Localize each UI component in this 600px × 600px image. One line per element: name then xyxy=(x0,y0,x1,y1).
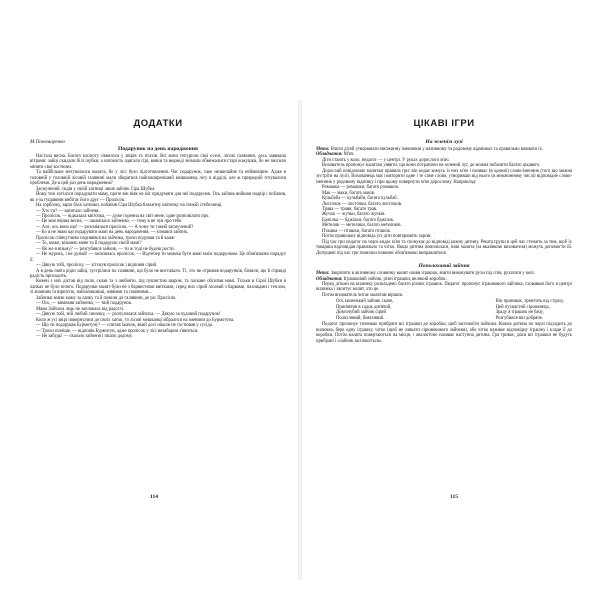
paragraph: Вихователь пропонує малятам уявити, що вони потрапили на зелений луг, де можна побачити багато цікавого. xyxy=(322,163,541,169)
author-name: М.Пономаренко xyxy=(30,139,66,145)
poem-line: Присвятив в садок дитячий, xyxy=(336,304,392,310)
paragraph: Потім правильну відповідь усі діти повторюють хором. xyxy=(322,234,432,240)
story-paragraph: Пролісок співчутливо подивився на зайчика, трохи подумав та й каже: xyxy=(36,235,176,241)
poem-column xyxy=(496,299,564,321)
word-pair: Жучок — жучки, багато жучків. xyxy=(322,212,386,218)
word-pair: Ромашка — ромашки, багато ромашок. xyxy=(322,185,400,191)
story-paragraph: А в день свята рідні зайці, зустрілися по галявині, що було не вистачало. Ті, хто не отримав подарунків, бачили, що й справді радість приходить. xyxy=(30,268,286,279)
paragraph: Дорослий повідомляє малятам правила гри: він кидає комусь із них м'яч і називає (в однині) слово-іменник (того що можна зустріти на лузі). Вихованець має повторити одне і те саме слово, утворивши від нього (в множинному числі) відповідне слово-іменник у родовому відмінку і при цьому повернути м'яч дорослому. Наприклад: xyxy=(316,168,572,185)
poem-line: Ось маленький зайчик скаче, xyxy=(336,299,394,305)
story-body xyxy=(30,154,286,339)
page-number: 115 xyxy=(450,494,459,500)
story-paragraph: — Ось, — вимовив зайченко, — твій подарунок. xyxy=(36,301,133,307)
poem-line: Полохливий, боязливий. xyxy=(336,315,385,321)
story-paragraph: — То, може, візьмеш мене та й подаруєш своїй мамі? xyxy=(36,241,142,247)
game-rules xyxy=(316,234,572,256)
story-paragraph: Кожен з них дістав від поля, склав та з любов'ю, під пушистим шаром, та ласкаво обсипав мамі. Тільки в Сірої Шубки в лапках не було нічого. Подарунки малят були не з барвистими квітками, серед них сірий лісовий з барвами, пахощами і теплом, зі знанням та вірністю, найзапашніші, живими та смачними... xyxy=(30,279,286,296)
game-title: Пополохавий зайчик xyxy=(418,263,470,270)
story-paragraph: — Трохи пізніше, — відповів Бурмотун, адже пролісок у лісі незабаром з'явиться. xyxy=(36,328,199,334)
story-paragraph: Йому теж хотілося порадувати маму, проте він ніяк не міг придумати для неї подарунок. Ось зайчик вийшов надвір і побачив, як з-за гущавини вибігає його друг — Пролісок. xyxy=(30,192,286,203)
paragraph: Потім вихователь читає малятам віршик: xyxy=(322,292,404,298)
poem-line: Зраду я іграшок не бачу, xyxy=(495,310,544,316)
story-paragraph: — Хто ти? — запитало зайченя. xyxy=(36,208,100,214)
story-paragraph: Мама Зайчиха ледь не заплакала від радості. xyxy=(36,306,125,312)
word-pair: Травa — трави, багато трав. xyxy=(322,206,378,212)
story-paragraph: Коли ж усі звірі повернулися до своїх хаток, то лісові мешканці зібралися на іменини до Бурмотуна. xyxy=(36,317,235,323)
poem-line: Розгубився він добряче. xyxy=(495,315,543,321)
word-pair: Кульбаба — кульбаби, багато кульбаб. xyxy=(322,196,398,202)
section-heading: ДОДАТКИ xyxy=(133,118,183,129)
page-number: 114 xyxy=(150,494,159,500)
game-description xyxy=(316,158,572,185)
story-paragraph: Зайчики взяли маму за лапку та й повели до галявини, де ріс Пролісок. xyxy=(36,295,177,301)
poem xyxy=(316,299,572,321)
story-paragraph: — Але, ось воно що! — розсміялася пролісок. — А чому ти такий засмучений? xyxy=(36,224,194,230)
story-paragraph: — Не забудь! — сказало зайченя і пішло додому. xyxy=(36,333,133,339)
story-paragraph: — Що ти подарував Бурмотуну? — спитав їжачок, який досі ніколи не гостював у сусіда. xyxy=(36,323,213,329)
game-equipment: Обладнання: М'яч. xyxy=(316,152,355,158)
story-title: Подарунок на день народження xyxy=(118,146,198,152)
paragraph: Діти стають у коло, педагог — у центрі. У руках дорослого м'яч. xyxy=(322,157,450,163)
story-paragraph: — Не журись, і не думай! — засміялась пролісок. — Відтепер ти можеш бути мамі моїм подарунком. Це обов'язково порадує її. xyxy=(30,252,286,263)
poem-line: Довгочубий зайчик сірий xyxy=(336,310,386,316)
story-paragraph: Та найбільше метушилися малята, бо у лісі було підготовлення. Час подарунок, таке незвичайне та неймовірне. Адже в головній у головній лісовій галявині мали збиратися найпоширеніший мешканець лісу в відділі, але ж природній готувалися проблеми. Де в цей раз день народження? xyxy=(30,170,286,187)
game-goal: Мета: Закріпити в активному словнику малят назви іграшок, вчити виконувати рухи під спів, рухатися у колі. xyxy=(316,271,535,277)
word-pair: Листочок — листочки, багато листочків. xyxy=(322,201,403,207)
word-pair: Мак — маки, багато маків. xyxy=(322,190,375,196)
story-paragraph: Засмучений, сидів у своїй хатинці лише зайчик Сіра Шубка. xyxy=(36,186,156,192)
paragraph: Перед дітьми на килимку розкладено багато різних іграшок. Педагог пропонує іграшкового зайчика, сховавши його в центрі килимка і запитує малят, хто це. xyxy=(316,281,572,293)
game-title: На зеленім лузі xyxy=(425,139,463,145)
right-page xyxy=(300,0,600,600)
game-description xyxy=(316,282,572,298)
poem-line: Він принишк, тремтить від страху, xyxy=(495,299,564,305)
word-pair: Пташка — пташки, багато пташок. xyxy=(322,228,392,234)
story-paragraph: На горбочку, зараз біля хатинки, побачив Сіра Шубка блакитну квіточку на тонкій стебелинці. xyxy=(36,203,223,209)
story-paragraph: — Бо я не знаю що подарувати мамі на день народження, — зізнався зайчик. xyxy=(36,230,189,236)
game-equipment: Обладнання: Іграшковий зайчик, різні іграшки, великий коробок. xyxy=(316,276,447,282)
story-paragraph: — Дякую тобі, мій любий синочку, — розчулилася зайчиха. — Дякую за чудовий подарунок! xyxy=(36,312,221,318)
game-rules xyxy=(316,322,572,344)
word-pair: Метелик — метелики, багато метеликів. xyxy=(322,223,402,229)
story-paragraph: — Це моя перша весна, — ошанськіо зайченко, — тому я не чув про тебе. xyxy=(36,219,183,225)
story-paragraph: — Дякую тобі, проліску, — зітхнув пролісок і відповів сірий. xyxy=(36,263,158,269)
poem-column xyxy=(336,299,393,321)
word-pairs xyxy=(316,185,572,234)
story-paragraph: Настала весна. Багато клопоту з'явилося у звірів та птахів. Всі вони тепурили свої оселі, лісові галявини, десь завивала вітрами: зайці скидали білі шубки, а натомість одягали сірі, вовки та ведмеді знімали обмежалися старі кожушки, бо не змісили міняти свої костюми. xyxy=(30,154,286,170)
section-heading: ЦІКАВІ ІГРИ xyxy=(413,118,475,129)
poem-line: Цей пухнастий сіроманець, xyxy=(495,304,550,310)
game-goal: Мета: Вчити дітей утворювати множинну іменників у називному та родовому відмінках та правильно вживати їх. xyxy=(316,147,544,152)
paragraph: Педагог пропонує тихенько прибрати всі іграшки до коробки, щоб заспокоїти зайчика. Кожна дитина по черзі підходить до килимка, бере одну іграшку, чітко (щоб не злякати сірювокового зайченя), або чітко називає відповідну іграшку і кладе її до коробки. Потім малята повертаються на місця, і аналогічно називає наступна дитина. Гра триває, доки всі іграшки не будуть прибрані і «зайчик заспокоїться». xyxy=(316,322,572,344)
story-paragraph: — Пролісок, — відказала квіточка, — дуже горенна на світ мене, одне розповілати про. xyxy=(36,213,210,219)
story-paragraph: — Як же я візьму? — розгубився зайчик, — ти ж тоді не будеш рости. xyxy=(36,246,175,252)
word-pair: Бджілка — бджілки, багато бджілок. xyxy=(322,217,395,223)
paragraph: Під час гри педагог по черзі кидає м'яч та спонукає до відповіді кожну дитину. Решта групи в цей час стежить за тим, щоб їх товариш відповідав правильно та чітко. Якщо дитина помилилася, інші малята (за вказівкою вихователя) можуть допомогти їй. Допущені під час гри помилки повинні обов'язково виправлятися. xyxy=(316,239,572,256)
